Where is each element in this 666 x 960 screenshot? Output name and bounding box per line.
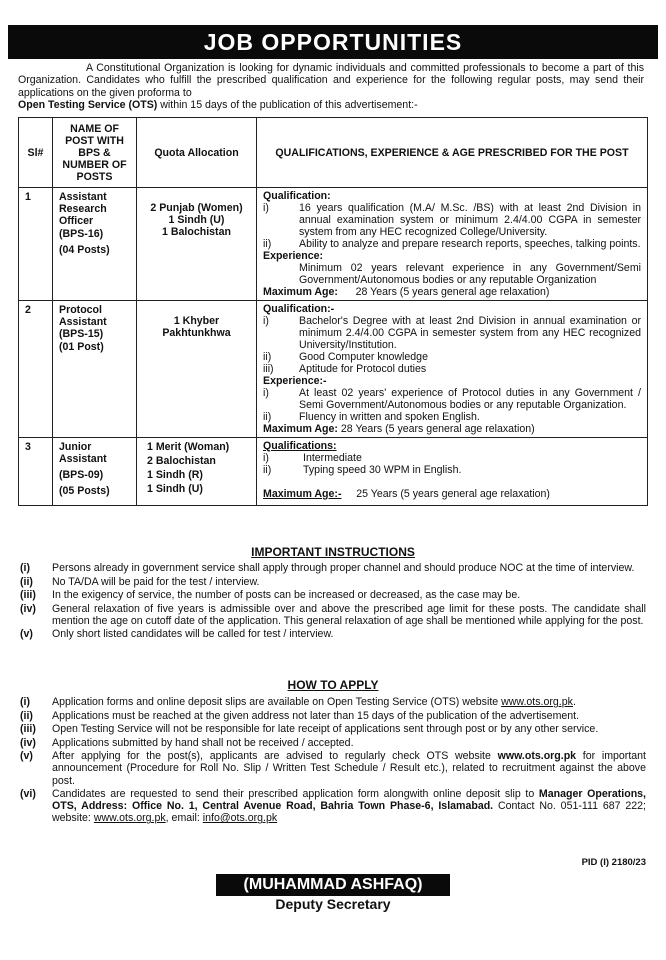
apply-list [20,696,646,826]
quota-line: 1 Sindh (U) [147,483,203,495]
publication-id: PID (I) 2180/23 [581,857,646,868]
list-item: i) 16 years qualification (M.A/ M.Sc. /BS) with at least 2nd Division in annual examination system or minimum 2.4/4.00 CGPA in semester system from any HEC recognized College/University. [263,202,641,238]
table-row [19,301,648,438]
list-item: i) At least 02 years' experience of Protocol duties in any Government / Semi Government/Autonomous bodies or any reputable Organization. [263,387,641,411]
list-item: ii) Good Computer knowledge [263,351,428,363]
quota-line: 2 Punjab (Women) [150,202,243,214]
website-link[interactable]: www.ots.org.pk [501,696,573,708]
list-item: ii) Typing speed 30 WPM in English. [263,464,462,476]
list-item: i) Bachelor's Degree with at least 2nd Division in annual examination or minimum 2.4/4.00 CGPA in semester system from any HEC recognized University/Institution. [263,315,641,351]
post-title: Junior Assistant [59,441,107,465]
list-item: (i) Application forms and online deposit slips are available on Open Testing Service (OTS) website www.ots.org.pk. [20,696,576,708]
max-age-label: Maximum Age:- [263,488,342,500]
signatory-name: (MUHAMMAD ASHFAQ) [216,874,450,896]
post-bps: (BPS-16) [59,228,104,240]
post-bps: (BPS-09) [59,469,104,481]
max-age-label: Maximum Age: [263,423,338,435]
list-item: ii) Ability to analyze and prepare research reports, speeches, talking points. [263,238,641,250]
list-item: (ii) Applications must be reached at the given address not later than 15 days of the publication of the advertisement. [20,709,580,722]
list-item: (v) After applying for the post(s), applicants are advised to regularly check OTS website www.ots.org.pk for important announcement (Procedure for Roll No. Slip / Written Test Schedule / Result etc.), related to recruitment against the above post. [20,750,646,787]
table-row [19,188,648,301]
post-title: Assistant Research Officer [59,191,107,227]
post-title: Protocol Assistant (BPS-15) [59,304,107,340]
row-sl: 3 [19,438,53,506]
list-item: (iii) Open Testing Service will not be responsible for late receipt of applications sent through post or by any other service. [20,723,599,736]
row-sl: 2 [19,301,53,438]
row-sl: 1 [19,188,53,301]
experience-heading: Experience:- [263,375,327,387]
website-link[interactable]: www.ots.org.pk [93,812,166,825]
quota-line: 1 Sindh (U) [168,214,225,226]
qualification-cell [257,188,648,301]
quota-line: 1 Khyber Pakhtunkhwa [162,315,231,339]
quota-line: 1 Balochistan [162,226,231,238]
list-item: ii) Fluency in written and spoken English. [263,411,480,423]
intro-paragraph [18,62,644,112]
list-item: (ii) No TA/DA will be paid for the test / interview. [20,575,260,588]
list-item: Minimum 02 years relevant experience in any Government/Semi Government/Autonomous bodies or any reputable Organization [299,262,641,286]
intro-tail: within 15 days of the publication of this advertisement:- [157,99,418,112]
intro-text: A Constitutional Organization is looking for dynamic individuals and committed professionals to become a part of this Organization. Candidates who fulfill the prescribed qualification and experience for the following regular posts, may send their applications on the given proforma to [18,62,644,99]
post-count: (04 Posts) [59,244,110,256]
instructions-list [20,562,646,642]
email-link[interactable]: info@ots.org.pk [202,812,278,825]
list-item: i) Intermediate [263,452,362,464]
quota-cell [137,438,257,506]
ots-address: Manager Operations, OTS, Address: Office No. 1, Central Avenue Road, Bahria Town Phase-6, Islamabad. [52,788,646,813]
intro-org: Open Testing Service (OTS) [18,99,158,112]
quota-line: 1 Sindh (R) [147,469,203,481]
quota-line: 2 Balochistan [147,455,216,467]
quota-cell [137,188,257,301]
header-qualifications: QUALIFICATIONS, EXPERIENCE & AGE PRESCRIBED FOR THE POST [257,118,648,188]
max-age-line [263,286,641,298]
page-title: JOB OPPORTUNITIES [8,25,658,59]
max-age-line [263,488,641,500]
experience-heading: Experience: [263,250,324,262]
max-age-value: 28 Years (5 years general age relaxation) [355,286,550,298]
post-name-cell [53,301,137,438]
qualification-cell [257,301,648,438]
qualification-cell [257,438,648,506]
list-item: (v) Only short listed candidates will be called for test / interview. [20,628,334,641]
list-item: (iv) Applications submitted by hand shall not be received / accepted. [20,736,354,749]
post-name-cell [53,438,137,506]
quota-line: 1 Merit (Woman) [147,441,230,453]
jobs-table [18,117,648,506]
qualification-heading: Qualification: [263,190,331,202]
header-sl: Sl# [19,118,53,188]
list-item: (iii) In the exigency of service, the number of posts can be increased or decreased, as the case may be. [20,589,521,602]
list-item: (i) Persons already in government service shall apply through proper channel and should produce NOC at the time of interview. [20,562,635,574]
table-row [19,438,648,506]
instructions-title: IMPORTANT INSTRUCTIONS [251,545,415,559]
list-item: iii) Aptitude for Protocol duties [263,363,427,375]
website-link[interactable]: www.ots.org.pk [497,750,577,763]
list-item: (vi) Candidates are requested to send their prescribed application form alongwith online deposit slip to Manager Operations, OTS, Address: Office No. 1, Central Avenue Road, Bahria Town Phase-6, Islamabad. Contact No. 051-111 687 222; website: www.ots.org.pk, email: info@ots.org.pk [20,788,646,825]
post-count: (01 Post) [59,341,104,353]
post-name-cell [53,188,137,301]
qualification-heading: Qualification:- [263,303,335,315]
header-post: NAME OF POST WITH BPS & NUMBER OF POSTS [53,118,137,188]
max-age-value: 28 Years (5 years general age relaxation) [340,423,535,435]
max-age-value: 25 Years (5 years general age relaxation) [356,488,550,500]
table-header-row [19,118,648,188]
max-age-label: Maximum Age: [263,286,338,298]
signatory-designation: Deputy Secretary [275,896,391,912]
max-age-line [263,423,641,435]
list-item: (iv) General relaxation of five years is admissible over and above the prescribed age limit for these posts. The candidate shall mention the age on cutoff date of the application. This general relaxation of age shall be mentioned while applying for the post. [20,602,646,627]
quota-cell [137,301,257,438]
post-count: (05 Posts) [59,485,110,497]
header-quota: Quota Allocation [137,118,257,188]
how-to-apply-title: HOW TO APPLY [287,678,379,692]
qualification-heading: Qualifications: [263,440,337,452]
